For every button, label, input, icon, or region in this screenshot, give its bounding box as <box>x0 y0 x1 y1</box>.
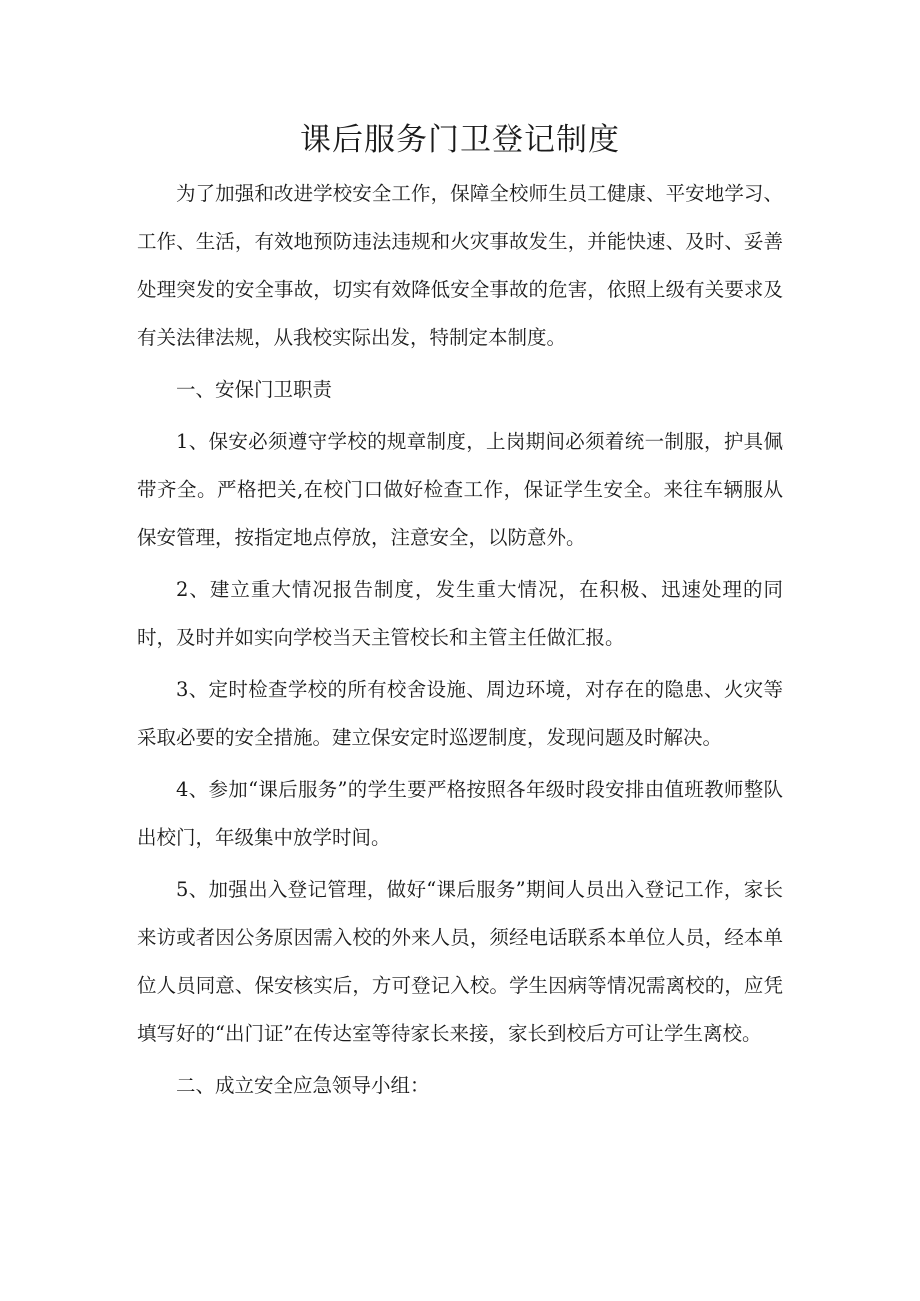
section-heading-emergency-group: 二、成立安全应急领导小组： <box>176 1074 430 1097</box>
duty-item-1: 1、保安必须遵守学校的规章制度，上岗期间必须着统一制服，护具佩带齐全。严格把关,在校门口做好检查工作，保证学生安全。来往车辆服从保安管理，按指定地点停放，注意安全，以防意外。 <box>137 430 783 549</box>
duty-item-4: 4、参加“课后服务”的学生要严格按照各年级时段安排由值班教师整队出校门，年级集中放学时间。 <box>137 778 783 849</box>
intro-paragraph: 为了加强和改进学校安全工作，保障全校师生员工健康、平安地学习、工作、生活，有效地预防违法违规和火灾事故发生，并能快速、及时、妥善处理突发的安全事故，切实有效降低安全事故的危害，依照上级有关要求及有关法律法规，从我校实际出发，特制定本制度。 <box>137 182 783 349</box>
document-title: 课后服务门卫登记制度 <box>300 122 620 158</box>
duty-item-3: 3、定时检查学校的所有校舍设施、周边环境，对存在的隐患、火灾等采取必要的安全措施。建立保安定时巡逻制度，发现问题及时解决。 <box>137 678 783 749</box>
section-heading-security-duties: 一、安保门卫职责 <box>176 378 333 401</box>
document-body <box>137 170 783 1110</box>
duty-item-2: 2、建立重大情况报告制度，发生重大情况，在积极、迅速处理的同时，及时并如实向学校当天主管校长和主管主任做汇报。 <box>137 578 783 649</box>
duty-item-5: 5、加强出入登记管理，做好“课后服务”期间人员出入登记工作，家长来访或者因公务原因需入校的外来人员，须经电话联系本单位人员，经本单位人员同意、保安核实后，方可登记入校。学生因病等情况需离校的，应凭填写好的“出门证”在传达室等待家长来接，家长到校后方可让学生离校。 <box>137 878 783 1045</box>
